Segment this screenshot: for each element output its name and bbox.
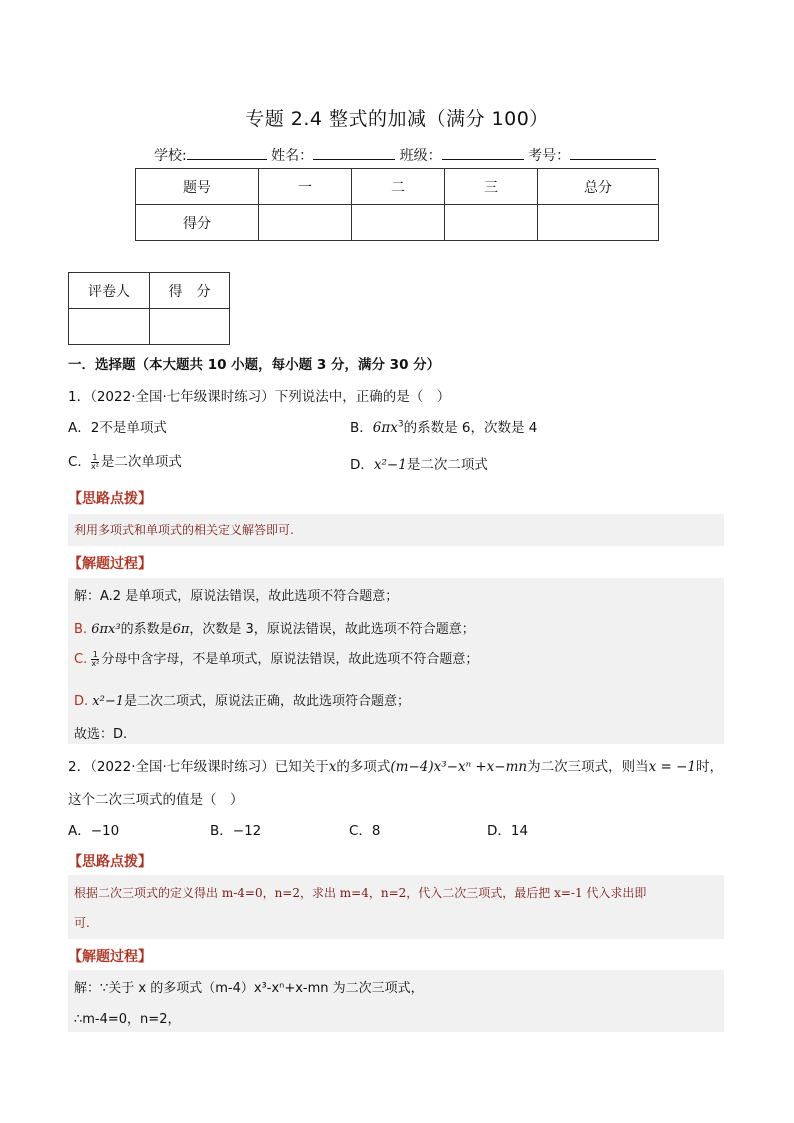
- grader-header-cell: 评卷人: [69, 273, 150, 309]
- section-header: 一．选择题（本大题共 10 小题，每小题 3 分，满分 30 分）: [68, 357, 441, 373]
- q1-sol-d-suffix: 是二次二项式，原说法正确，故此选项符合题意；: [124, 694, 411, 709]
- q1-option-b-x: x: [390, 420, 398, 436]
- grader-blank-row: [69, 309, 230, 345]
- q2-stem-d: 时，: [696, 759, 724, 775]
- q1-solution-box: [68, 578, 724, 744]
- score-table: [135, 168, 659, 241]
- q1-option-c-fraction: [91, 454, 99, 471]
- fraction-denominator: x²: [90, 461, 99, 471]
- question-1-stem: 1．（2022·全国·七年级课时练习）下列说法中，正确的是（ ）: [68, 389, 451, 405]
- q2-stem-cond: x = −1: [648, 759, 697, 775]
- q2-stem-b: 的多项式: [336, 759, 391, 775]
- exam-no-label: 考号：: [528, 148, 571, 164]
- q1-sol-b-prefix: B.: [74, 622, 88, 637]
- q1-option-c: [68, 450, 182, 471]
- name-blank: [313, 145, 395, 160]
- score-header-cell: 题号: [136, 169, 259, 205]
- school-label: 学校:: [154, 148, 187, 164]
- score-header-cell: 二: [352, 169, 445, 205]
- q2-stem-poly: (m−4)x³−xⁿ +x−mn: [390, 759, 528, 775]
- q2-solution-title: 【解题过程】: [68, 949, 152, 965]
- q2-hint-box: [68, 875, 724, 939]
- q1-option-d-expr: x²−1: [373, 457, 407, 473]
- q1-hint-title: 【思路点拨】: [68, 491, 152, 507]
- q1-sol-d: [68, 690, 410, 709]
- grader-cell[interactable]: [69, 309, 150, 345]
- q2-stem-line2: 这个二次三项式的值是（ ）: [68, 792, 244, 808]
- score-cell[interactable]: [445, 205, 538, 241]
- q1-option-b-exp: 3: [397, 419, 404, 430]
- q1-option-b-suffix: 的系数是 6，次数是 4: [403, 420, 538, 436]
- q1-sol-b-expr: 6πx³: [91, 622, 121, 637]
- q1-sol-c-suffix: 分母中含字母，不是单项式，原说法错误，故此选项不符合题意；: [101, 652, 479, 667]
- score-header-cell: 一: [259, 169, 352, 205]
- fraction-numerator: 1: [92, 452, 98, 462]
- q2-hint-line2: 可.: [74, 916, 90, 930]
- q1-option-b-pi: π: [381, 420, 391, 436]
- school-blank: [187, 145, 267, 160]
- score-cell[interactable]: [538, 205, 659, 241]
- class-label: 班级：: [399, 148, 442, 164]
- q1-option-b: [350, 416, 537, 436]
- q1-option-d-suffix: 是二次二项式: [406, 457, 488, 473]
- question-2-stem: [68, 755, 723, 775]
- score-cell[interactable]: [352, 205, 445, 241]
- q2-option-d: D．14: [487, 823, 529, 839]
- q2-solution-box: [68, 970, 724, 1032]
- q1-option-a: A．2不是单项式: [68, 420, 167, 436]
- q1-option-c-prefix: C．: [68, 454, 91, 470]
- q2-sol-line2: ∴m-4=0，n=2，: [74, 1012, 181, 1027]
- class-blank: [442, 145, 524, 160]
- q1-sol-b-val: 6π: [172, 622, 190, 637]
- q1-sol-b-mid: 的系数是: [120, 622, 173, 637]
- q2-stem-x: x: [328, 759, 337, 775]
- q2-stem-c: 为二次三项式，则当: [527, 759, 649, 775]
- q1-sol-d-prefix: D.: [74, 694, 89, 709]
- score-header-cell: 三: [445, 169, 538, 205]
- q1-option-b-coef: 6: [372, 420, 382, 436]
- q2-sol-line1: 解：∵关于 x 的多项式（m-4）x³-xⁿ+x-mn 为二次三项式，: [74, 981, 424, 996]
- grader-cell[interactable]: [150, 309, 230, 345]
- score-cell[interactable]: [259, 205, 352, 241]
- grader-header-cell: 得 分: [150, 273, 230, 309]
- q1-option-b-prefix: B．: [350, 420, 373, 436]
- exam-no-blank: [570, 145, 656, 160]
- q2-hint-title: 【思路点拨】: [68, 854, 152, 870]
- q1-sol-c: [68, 648, 478, 668]
- student-info-line: [154, 145, 656, 165]
- grader-header-row: [69, 273, 230, 309]
- q2-option-a: A．−10: [68, 823, 120, 839]
- q2-hint-line1: 根据二次三项式的定义得出 m-4=0，n=2，求出 m=4，n=2，代入二次三项式，最后把 x=-1 代入求出即: [74, 886, 647, 900]
- fraction-numerator: 1: [92, 650, 98, 659]
- q1-hint-text: 利用多项式和单项式的相关定义解答即可.: [74, 523, 294, 537]
- score-table-score-row: [136, 205, 659, 241]
- score-header-cell: 总分: [538, 169, 659, 205]
- q1-answer: 故选：D.: [74, 727, 128, 742]
- q1-sol-c-prefix: C.: [74, 652, 88, 667]
- fraction-denominator: x²: [91, 659, 100, 668]
- q1-sol-b-suffix: ，次数是 3，原说法错误，故此选项不符合题意；: [189, 622, 475, 637]
- q2-stem-a: 2．（2022·全国·七年级课时练习）已知关于: [68, 759, 329, 775]
- q1-sol-c-fraction: [91, 651, 99, 668]
- grader-table: [68, 272, 230, 345]
- page-title: 专题 2.4 整式的加减（满分 100）: [245, 108, 549, 130]
- q2-option-c: C．8: [349, 823, 381, 839]
- q1-sol-d-expr: x²−1: [92, 694, 125, 709]
- q1-option-c-suffix: 是二次单项式: [100, 454, 182, 470]
- q1-sol-a: 解：A.2 是单项式，原说法错误，故此选项不符合题意；: [74, 589, 399, 604]
- q1-option-d: [350, 453, 488, 473]
- q1-sol-b: [68, 618, 475, 637]
- q1-option-d-prefix: D．: [350, 457, 374, 473]
- q2-option-b: B．−12: [210, 823, 262, 839]
- score-row-label: 得分: [136, 205, 259, 241]
- score-table-header-row: [136, 169, 659, 205]
- q1-hint-box: [68, 514, 724, 546]
- q1-solution-title: 【解题过程】: [68, 556, 152, 572]
- name-label: 姓名：: [271, 148, 314, 164]
